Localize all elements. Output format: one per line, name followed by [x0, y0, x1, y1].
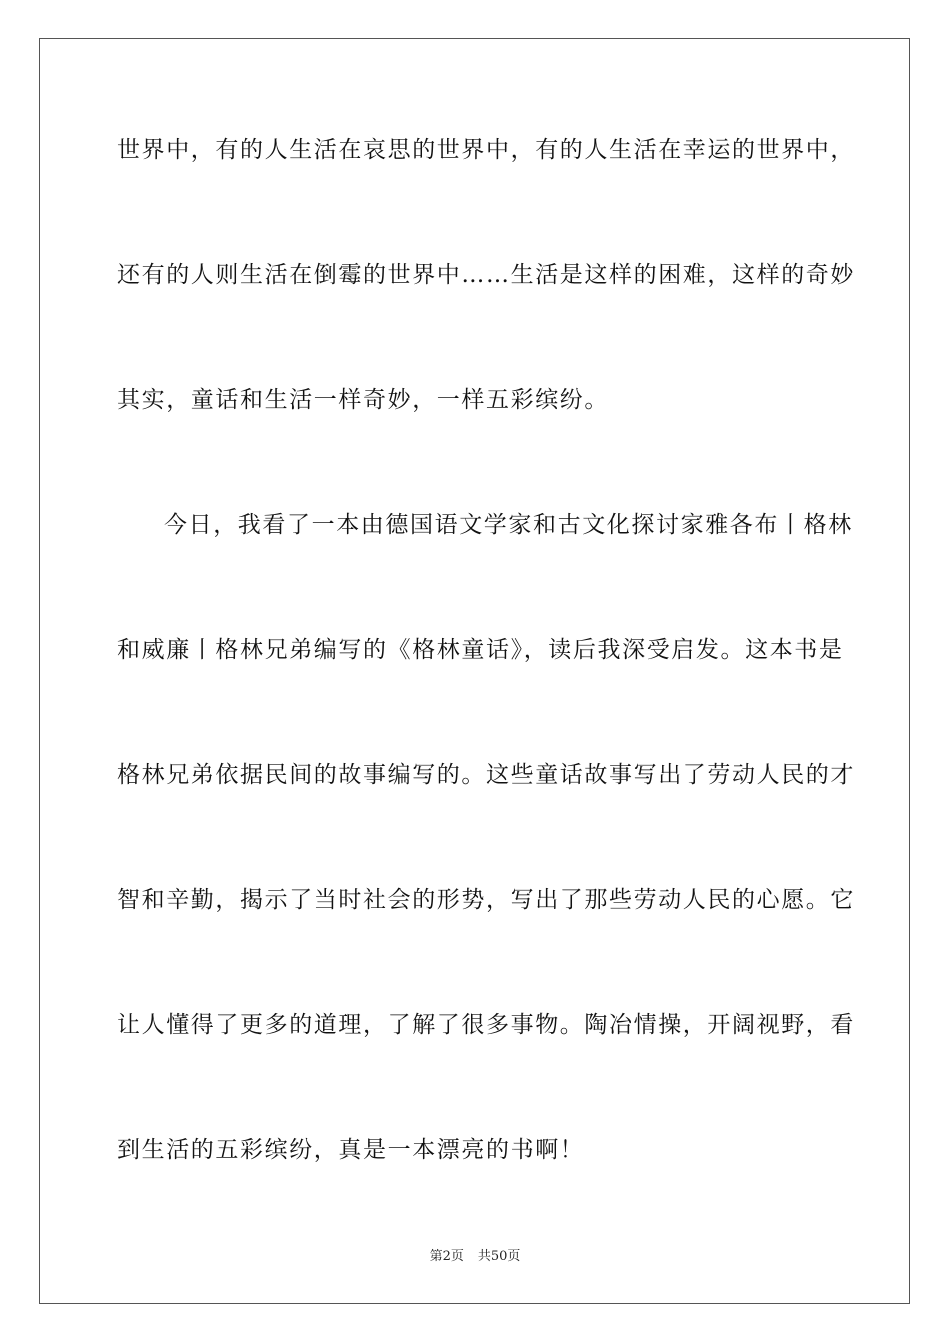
text-line: 让人懂得了更多的道理，了解了很多事物。陶冶情操，开阔视野，看 — [117, 1012, 855, 1038]
text-line: 智和辛勤，揭示了当时社会的形势，写出了那些劳动人民的心愿。它 — [117, 887, 855, 913]
text-line: 还有的人则生活在倒霉的世界中……生活是这样的困难，这样的奇妙 — [117, 262, 855, 288]
paragraph-start-line: 今日，我看了一本由德国语文学家和古文化探讨家雅各布丨格林 — [164, 512, 853, 538]
text-line: 世界中，有的人生活在哀思的世界中，有的人生活在幸运的世界中， — [117, 137, 855, 163]
text-line: 和威廉丨格林兄弟编写的《格林童话》，读后我深受启发。这本书是 — [117, 637, 844, 663]
text-line: 到生活的五彩缤纷，真是一本漂亮的书啊！ — [117, 1137, 585, 1163]
page-footer — [0, 1248, 950, 1266]
page-frame — [39, 38, 910, 1304]
text-line: 格林兄弟依据民间的故事编写的。这些童话故事写出了劳动人民的才 — [117, 762, 855, 788]
page-total: 共50页 — [477, 1249, 521, 1264]
text-line: 其实，童话和生活一样奇妙，一样五彩缤纷。 — [117, 387, 609, 413]
page-number: 第2页 — [429, 1249, 464, 1264]
